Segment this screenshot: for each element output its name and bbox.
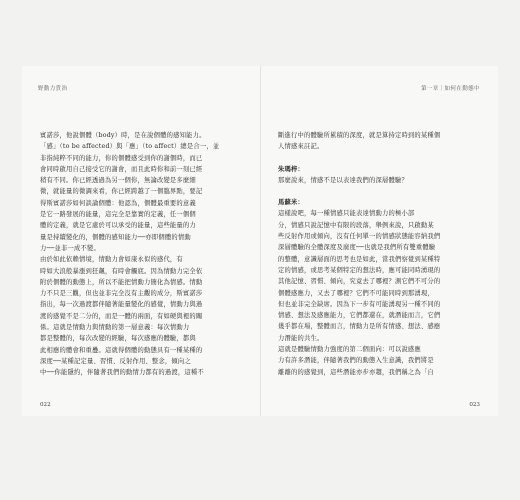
text-line: 稍有不同。你已經透過為另一個你，無論改變是多麼細	[40, 177, 196, 185]
text-line: 幾乎都在場，整體而言，情動力是所有情感、想法、感應	[278, 323, 441, 331]
text-line: 的整體，意識層面的思考也是如此，當我們察覺到某種特	[278, 255, 441, 263]
text-line: 力──並非一成不變。	[40, 244, 100, 252]
right-page	[261, 66, 498, 416]
text-line: 情感、想法及感應能力，它們都還在，就潛能而言，它們	[278, 312, 441, 320]
text-line: 時如大浪般暴漲到狂飆，有時會觸底。因為情動力完全依	[40, 267, 203, 275]
text-line: 此相應的體會和重疊。這就得個體的動態具有一種某種的	[40, 346, 203, 354]
text-line: 由於如此依賴情境，情動力會如康永似的感代，有	[40, 256, 183, 264]
text-line: 力潛能的共生。	[278, 334, 324, 342]
text-line: 些反射作用或傾向，沒有任何單一的情感狀態能容納我們	[278, 233, 441, 241]
text-line: 這就是體驗情動力強度的第二個面向：可以說感應	[278, 346, 421, 354]
left-page	[22, 66, 261, 416]
text-line: 那麼說來，情感不是以表達我們的深層體驗？	[278, 176, 408, 184]
text-line: 斷進行中的體驗所累積的深度，就是算持定時到的某種個	[278, 132, 441, 139]
text-line: 非指純粹不同的能力，你的個體感受到你的謝個時，而已	[40, 154, 203, 162]
body-text	[278, 130, 486, 378]
text-line: 分，情感只說記憶中有限的段落，舉例來說，只啟動某	[278, 221, 434, 229]
text-line: 賓諾莎，他說個體（body）時，是在說個體的感知能力。	[40, 132, 206, 139]
text-line: 微，就能量的微調來看，你已經跨越了一個臨界點，要記	[40, 188, 203, 196]
text-line: 渡的感覺不是二分的，而是一體的兩面，有如硬與裡的關	[40, 312, 203, 320]
text-line: 得斯賓諾莎如何談論個體：他認為，個體最重要的意義	[40, 199, 196, 207]
text-line: 「感」（to be affected）與「應」（to affect）總是合一，並	[40, 143, 220, 151]
text-line: 附於個體的動態上，所以不能把情動力簡化為情感。情動	[40, 278, 203, 286]
text-line: 但也並非完全缺席。因為下一步有可能湧現另一種不同的	[278, 300, 441, 308]
text-line: 個體感應力，又去了哪裡？它們不可能同時到那湧現，	[278, 289, 434, 297]
text-line: 離離的的感覺到，這些潛能亦步亦趨，我們稱之為「自	[278, 368, 434, 376]
text-line: 是它一路發展的能量，這完全是靠實的定義，任一個個	[40, 211, 196, 219]
text-line: 定的情感，或思考某個特定的想法時，應可能同時湧現的	[278, 266, 441, 274]
text-line: 體的定義，就是它處於可以承受的能量，這些能量的力	[40, 222, 196, 230]
text-line: 其他記憶、習慣、傾向，究竟去了哪裡？測它們不可分的	[278, 278, 441, 286]
text-line: 中──你能隱約，伴隨著我們的動情力都有的過渡，這種不	[40, 369, 204, 377]
text-line: 這樣說吧，每一種情感只能表達情動力的極小部	[278, 210, 415, 218]
page-number: 023	[469, 402, 480, 408]
text-line: 深度──某種記定量、習慣、反射作用、整念，傾向之	[40, 357, 191, 365]
text-line: 深層體驗的全體深度及廣度──也就是我們所有雙重體驗	[278, 244, 436, 252]
text-line: 係。這就是情動力與情動的第一層意義：每次情動力	[40, 324, 190, 332]
text-line: 力不只是三觀，但也並非完全沒有主觀的成分，斯賓諾莎	[40, 290, 203, 298]
speaker-name: 馬蘇米：	[278, 199, 304, 207]
text-line: 人情感來註記。	[278, 143, 324, 151]
running-head: 野動力貨治	[38, 86, 68, 92]
text-line: 都是整體的，每次改變的經驗，每次感應的體驗，都與	[40, 335, 196, 343]
text-line: 量是持續變化的，個體的感知能力──亦即個體的情動	[40, 233, 191, 241]
page-number: 022	[40, 402, 51, 408]
text-line: 力有許多潛能，伴隨著我們的動態入生意識，我們將是	[278, 357, 434, 365]
running-head: 第一章｜如何在動態中	[421, 86, 480, 92]
speaker-name: 朱瑪梓：	[278, 165, 304, 173]
text-line: 會同時啟用自己接受它的謝會，而且此時你和前一刻已經	[40, 165, 203, 173]
text-line: 指出，每一次過渡都伴隨著能量變化的感覺，情動力與過	[40, 301, 203, 309]
body-text	[40, 130, 250, 379]
